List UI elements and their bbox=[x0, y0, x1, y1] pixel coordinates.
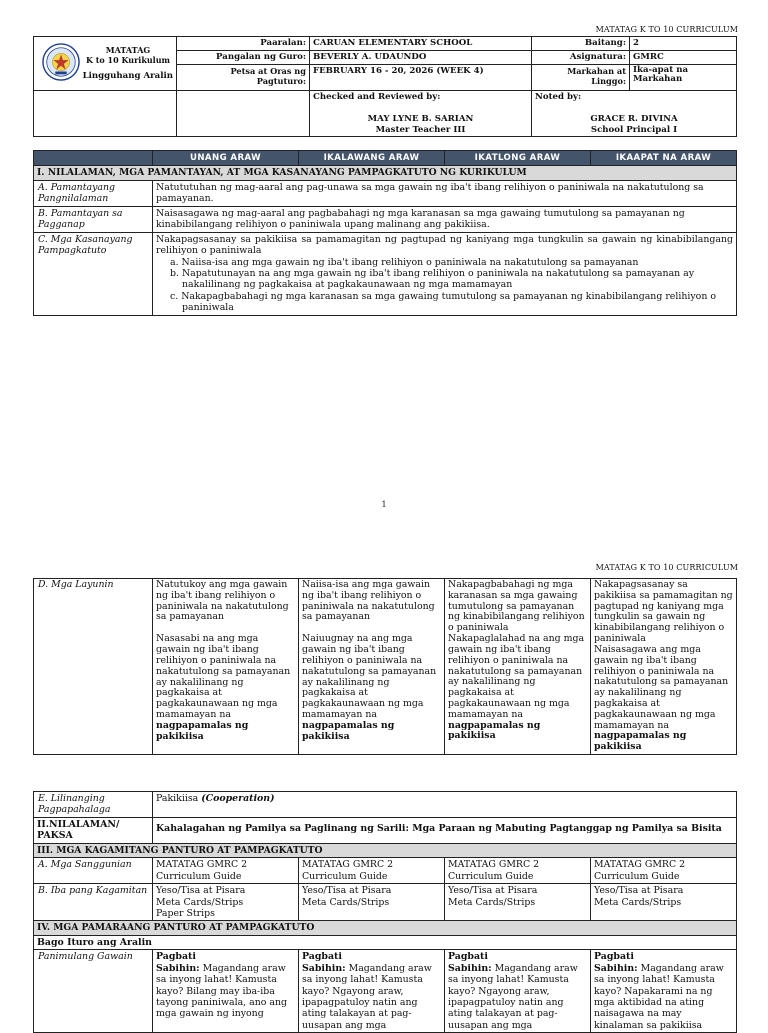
performance-standard-label: B. Pamantayan sa Pagganap bbox=[34, 206, 153, 232]
competency-item: c. Nakapagbabahagi ng mga karanasan sa mga gawaing tumutulong sa pamayanan ng kinabibilangang relihiyon o paniniwala bbox=[170, 290, 716, 314]
values-text: Pakikiisa bbox=[156, 793, 199, 804]
date-label: Petsa at Oras ng Pagtuturo: bbox=[177, 65, 310, 91]
grade-value: 2 bbox=[630, 37, 737, 51]
day-header-1: UNANG ARAW bbox=[153, 151, 299, 166]
references-day-4: MATATAG GMRC 2 Curriculum Guide bbox=[591, 858, 737, 884]
content-standard-label: A. Pamantayang Pangnilalaman bbox=[34, 180, 153, 206]
initial-activity-label: Panimulang Gawain bbox=[34, 950, 153, 1033]
deped-seal-icon bbox=[42, 43, 80, 81]
competencies-cell bbox=[153, 232, 737, 315]
materials-label: B. Iba pang Kagamitan bbox=[34, 884, 153, 921]
materials-day-1: Yeso/Tisa at Pisara Meta Cards/Strips Paper Strips bbox=[153, 884, 299, 921]
materials-day-3: Yeso/Tisa at Pisara Meta Cards/Strips bbox=[445, 884, 591, 921]
noted-label: Noted by: bbox=[535, 92, 582, 102]
initial-day-4: Pagbati Sabihin: Magandang araw sa inyong lahat! Kamusta kayo? Napakarami na ng mga aktibidad na ating naisagawa na may kinalaman sa pakikiisa bbox=[591, 950, 737, 1033]
section-1-title: I. NILALAMAN, MGA PAMANTAYAN, AT MGA KASANAYANG PAMPAGKATUTO NG KURIKULUM bbox=[34, 166, 737, 180]
school-value: CARUAN ELEMENTARY SCHOOL bbox=[310, 37, 532, 51]
teacher-label: Pangalan ng Guro: bbox=[177, 51, 310, 65]
initial-day-3: Pagbati Sabihin: Magandang araw sa inyong lahat! Kamusta kayo? Ngayong araw, ipapagpatuloy natin ang ating talakayan at pag-uusapan ang mga bbox=[445, 950, 591, 1033]
performance-standard-text: Naisasagawa ng mag-aaral ang pagbabahagi ng mga karanasan sa mga gawaing tumutulong sa pamayanan ng kinabibilangang relihiyon o paniniwala upang malinang ang pakikiisa. bbox=[153, 206, 737, 232]
initial-day-1: Pagbati Sabihin: Magandang araw sa inyong lahat! Kamusta kayo? Bilang may iba-iba tayong paniniwala, ano ang mga gawain ng inyong bbox=[153, 950, 299, 1033]
noted-name: GRACE R. DIVINA bbox=[590, 114, 678, 125]
materials-day-4: Yeso/Tisa at Pisara Meta Cards/Strips bbox=[591, 884, 737, 921]
content-standard-text: Natututuhan ng mag-aaral ang pag-unawa sa mga gawain ng iba't ibang relihiyon o paniniwala na nakatutulong sa pamayanan. bbox=[153, 180, 737, 206]
competencies-label: C. Mga Kasanayang Pampagkatuto bbox=[34, 232, 153, 315]
header-table bbox=[33, 36, 737, 137]
content-text: Kahalagahan ng Pamilya sa Paglinang ng Sarili: Mga Paraan ng Mabuting Pagtanggap ng Pamilya sa Bisita bbox=[153, 817, 737, 843]
page-number: 1 bbox=[381, 500, 387, 509]
references-day-2: MATATAG GMRC 2 Curriculum Guide bbox=[299, 858, 445, 884]
competency-table bbox=[33, 150, 737, 316]
checked-position: Master Teacher III bbox=[375, 124, 466, 135]
grade-label: Baitang: bbox=[532, 37, 630, 51]
header-matatag: MATATAG bbox=[105, 45, 151, 55]
teacher-value: BEVERLY A. UDAUNDO bbox=[310, 51, 532, 65]
competencies-intro: Nakapagsasanay sa pakikiisa sa pamamagitan ng pagtupad ng kaniyang mga tungkulin sa gawain ng kinabibilangang relihiyon o paniniwala bbox=[156, 233, 733, 257]
section-4-title: IV. MGA PAMARAANG PANTURO AT PAMPAGKATUTO bbox=[34, 921, 737, 935]
noted-position: School Principal I bbox=[590, 124, 678, 135]
lesson-table bbox=[33, 791, 737, 1033]
values-text-en: (Cooperation) bbox=[201, 793, 275, 804]
objectives-day-4: Nakapagsasanay sa pakikiisa sa pamamagitan ng pagtupad ng kaniyang mga tungkulin sa gawain ng kinabibilangang relihiyon o paniniwala Naisasagawa ang mga gawain ng iba't ibang relihiyon o paniniwala na nakatutulong sa pamayanan ay nakalilinang ng pagkakaisa at pagkakaunawaan ng mga mamamayan na nagpapamalas ng pakikiisa bbox=[591, 579, 737, 755]
content-label: II.NILALAMAN/ PAKSA bbox=[34, 817, 153, 843]
competency-item: b. Napatutunayan na ang mga gawain ng iba't ibang relihiyon o paniniwala na nakatutulong sa pamayanan ay nakalilinang ng pagkakaisa at pagkakaunawaan ng mga mamamayan bbox=[170, 267, 695, 291]
header-lingguhang-aralin: Lingguhang Aralin bbox=[82, 70, 173, 81]
school-label: Paaralan: bbox=[177, 37, 310, 51]
references-day-3: MATATAG GMRC 2 Curriculum Guide bbox=[445, 858, 591, 884]
curriculum-tag-page-2: MATATAG K TO 10 CURRICULUM bbox=[595, 563, 738, 572]
header-kurikulum: K to 10 Kurikulum bbox=[86, 54, 170, 65]
references-label: A. Mga Sanggunian bbox=[34, 858, 153, 884]
materials-day-2: Yeso/Tisa at Pisara Meta Cards/Strips bbox=[299, 884, 445, 921]
competencies-list bbox=[170, 257, 733, 314]
day-header-2: IKALAWANG ARAW bbox=[299, 151, 445, 166]
day-header-4: IKAAPAT NA ARAW bbox=[591, 151, 737, 166]
date-value: FEBRUARY 16 - 20, 2026 (WEEK 4) bbox=[310, 65, 532, 91]
noted-box bbox=[532, 91, 737, 137]
objectives-day-2: Naiisa-isa ang mga gawain ng iba't ibang relihiyon o paniniwala na nakatutulong sa pamayanan Naiuugnay na ang mga gawain ng iba't ibang relihiyon o paniniwala na nakatutulong sa pamayanan ay nakalilinang ng pagkakaisa at pagkakaunawaan ng mga mamamayan na nagpapamalas ng pakikiisa bbox=[299, 579, 445, 755]
competency-item: a. Naiisa-isa ang mga gawain ng iba't ibang relihiyon o paniniwala na nakatutulong sa pamayanan bbox=[170, 256, 639, 268]
checked-box bbox=[310, 91, 532, 137]
objectives-label: D. Mga Layunin bbox=[34, 579, 153, 755]
checked-label: Checked and Reviewed by: bbox=[313, 92, 441, 102]
curriculum-tag: MATATAG K TO 10 CURRICULUM bbox=[595, 25, 738, 34]
subject-label: Asignatura: bbox=[532, 51, 630, 65]
values-label: E. Lilinanging Pagpapahalaga bbox=[34, 792, 153, 818]
references-day-1: MATATAG GMRC 2 Curriculum Guide bbox=[153, 858, 299, 884]
section-4-subtitle: Bago Ituro ang Aralin bbox=[34, 935, 737, 949]
quarter-label: Markahan at Linggo: bbox=[532, 65, 630, 91]
objectives-table bbox=[33, 578, 737, 755]
section-3-title: III. MGA KAGAMITANG PANTURO AT PAMPAGKATUTO bbox=[34, 843, 737, 857]
initial-day-2: Pagbati Sabihin: Magandang araw sa inyong lahat! Kamusta kayo? Ngayong araw, ipapagpatuloy natin ang ating talakayan at pag-uusapan ang mga bbox=[299, 950, 445, 1033]
subject-value: GMRC bbox=[630, 51, 737, 65]
day-header-3: IKATLONG ARAW bbox=[445, 151, 591, 166]
quarter-value: Ika-apat na Markahan bbox=[630, 65, 737, 91]
objectives-day-1: Natutukoy ang mga gawain ng iba't ibang relihiyon o paniniwala na nakatutulong sa pamayanan Nasasabi na ang mga gawain ng iba't ibang relihiyon o paniniwala na nakatutulong sa pamayanan ay nakalilinang ng pagkakaisa at pagkakaunawaan ng mga mamamayan na nagpapamalas ng pakikiisa bbox=[153, 579, 299, 755]
values-cell bbox=[153, 792, 737, 818]
checked-name: MAY LYNE B. SARIAN bbox=[367, 114, 474, 125]
objectives-day-3: Nakapagbabahagi ng mga karanasan sa mga gawaing tumutulong sa pamayanan ng kinabibilangang relihiyon o paniniwala Nakapaglalahad na ang mga gawain ng iba't ibang relihiyon o paniniwala na nakatutulong sa pamayanan ay nakalilinang ng pagkakaisa at pagkakaunawaan ng mga mamamayan na nagpapamalas ng pakikiisa bbox=[445, 579, 591, 755]
